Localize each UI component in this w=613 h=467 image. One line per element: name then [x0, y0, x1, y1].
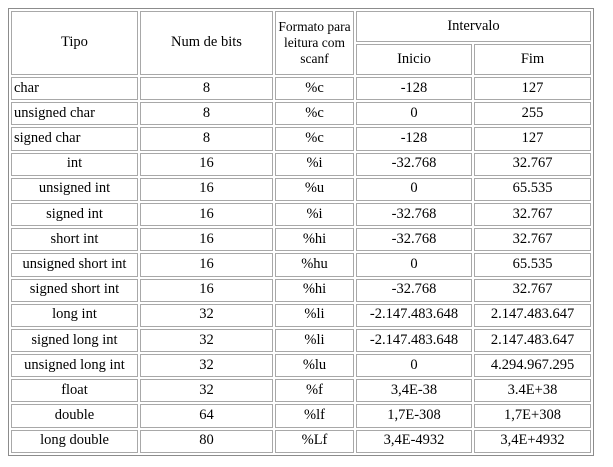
- header-tipo: Tipo: [11, 11, 138, 75]
- cell-fim: 4.294.967.295: [474, 354, 591, 377]
- cell-inicio: 0: [356, 253, 472, 276]
- cell-formato: %i: [275, 153, 354, 176]
- header-fim: Fim: [474, 44, 591, 75]
- cell-fim: 127: [474, 127, 591, 150]
- cell-fim: 32.767: [474, 153, 591, 176]
- cell-tipo: signed long int: [11, 329, 138, 352]
- header-formato-scanf: Formato para leitura com scanf: [275, 11, 354, 75]
- data-types-table: [8, 8, 594, 456]
- header-inicio: Inicio: [356, 44, 472, 75]
- cell-num-bits: 16: [140, 228, 273, 251]
- table-body: [11, 77, 591, 453]
- cell-num-bits: 32: [140, 329, 273, 352]
- cell-inicio: -128: [356, 127, 472, 150]
- cell-inicio: 0: [356, 178, 472, 201]
- cell-formato: %u: [275, 178, 354, 201]
- cell-inicio: -32.768: [356, 279, 472, 302]
- header-num-bits: Num de bits: [140, 11, 273, 75]
- table-row: [11, 77, 591, 100]
- cell-inicio: -32.768: [356, 228, 472, 251]
- cell-num-bits: 16: [140, 153, 273, 176]
- cell-tipo: signed char: [11, 127, 138, 150]
- cell-tipo: long double: [11, 430, 138, 453]
- table-row: [11, 102, 591, 125]
- cell-inicio: 0: [356, 102, 472, 125]
- cell-inicio: 3,4E-4932: [356, 430, 472, 453]
- cell-num-bits: 16: [140, 178, 273, 201]
- cell-fim: 65.535: [474, 178, 591, 201]
- cell-inicio: 0: [356, 354, 472, 377]
- cell-tipo: double: [11, 404, 138, 427]
- cell-formato: %hu: [275, 253, 354, 276]
- cell-fim: 1,7E+308: [474, 404, 591, 427]
- cell-tipo: int: [11, 153, 138, 176]
- cell-fim: 3,4E+4932: [474, 430, 591, 453]
- cell-fim: 255: [474, 102, 591, 125]
- cell-num-bits: 32: [140, 354, 273, 377]
- cell-tipo: unsigned short int: [11, 253, 138, 276]
- cell-tipo: short int: [11, 228, 138, 251]
- table-row: [11, 279, 591, 302]
- cell-tipo: float: [11, 379, 138, 402]
- header-intervalo: Intervalo: [356, 11, 591, 42]
- cell-fim: 32.767: [474, 228, 591, 251]
- table-row: [11, 379, 591, 402]
- cell-formato: %c: [275, 102, 354, 125]
- cell-num-bits: 16: [140, 253, 273, 276]
- table-row: [11, 178, 591, 201]
- cell-formato: %c: [275, 127, 354, 150]
- cell-formato: %i: [275, 203, 354, 226]
- cell-fim: 127: [474, 77, 591, 100]
- table-row: [11, 404, 591, 427]
- cell-formato: %f: [275, 379, 354, 402]
- cell-tipo: long int: [11, 304, 138, 327]
- cell-tipo: unsigned char: [11, 102, 138, 125]
- cell-num-bits: 16: [140, 203, 273, 226]
- cell-formato: %hi: [275, 228, 354, 251]
- table-row: [11, 329, 591, 352]
- cell-fim: 65.535: [474, 253, 591, 276]
- table-row: [11, 253, 591, 276]
- cell-formato: %lf: [275, 404, 354, 427]
- cell-fim: 32.767: [474, 279, 591, 302]
- table-row: [11, 354, 591, 377]
- table-row: [11, 304, 591, 327]
- cell-fim: 32.767: [474, 203, 591, 226]
- cell-num-bits: 8: [140, 127, 273, 150]
- cell-inicio: -32.768: [356, 203, 472, 226]
- cell-inicio: -128: [356, 77, 472, 100]
- cell-inicio: -2.147.483.648: [356, 329, 472, 352]
- cell-inicio: 3,4E-38: [356, 379, 472, 402]
- cell-tipo: char: [11, 77, 138, 100]
- cell-fim: 2.147.483.647: [474, 304, 591, 327]
- cell-inicio: -2.147.483.648: [356, 304, 472, 327]
- cell-tipo: signed short int: [11, 279, 138, 302]
- cell-num-bits: 16: [140, 279, 273, 302]
- cell-formato: %li: [275, 329, 354, 352]
- table-row: [11, 153, 591, 176]
- table-row: [11, 430, 591, 453]
- cell-fim: 3.4E+38: [474, 379, 591, 402]
- cell-num-bits: 32: [140, 304, 273, 327]
- table-row: [11, 203, 591, 226]
- data-types-table-wrapper: [8, 8, 594, 456]
- cell-num-bits: 8: [140, 102, 273, 125]
- table-header: [11, 11, 591, 75]
- header-row-top: [11, 11, 591, 42]
- cell-tipo: signed int: [11, 203, 138, 226]
- cell-formato: %c: [275, 77, 354, 100]
- cell-num-bits: 80: [140, 430, 273, 453]
- cell-formato: %Lf: [275, 430, 354, 453]
- cell-tipo: unsigned long int: [11, 354, 138, 377]
- cell-inicio: -32.768: [356, 153, 472, 176]
- cell-fim: 2.147.483.647: [474, 329, 591, 352]
- cell-tipo: unsigned int: [11, 178, 138, 201]
- cell-inicio: 1,7E-308: [356, 404, 472, 427]
- table-row: [11, 127, 591, 150]
- table-row: [11, 228, 591, 251]
- cell-num-bits: 8: [140, 77, 273, 100]
- cell-num-bits: 64: [140, 404, 273, 427]
- cell-formato: %hi: [275, 279, 354, 302]
- cell-num-bits: 32: [140, 379, 273, 402]
- cell-formato: %li: [275, 304, 354, 327]
- cell-formato: %lu: [275, 354, 354, 377]
